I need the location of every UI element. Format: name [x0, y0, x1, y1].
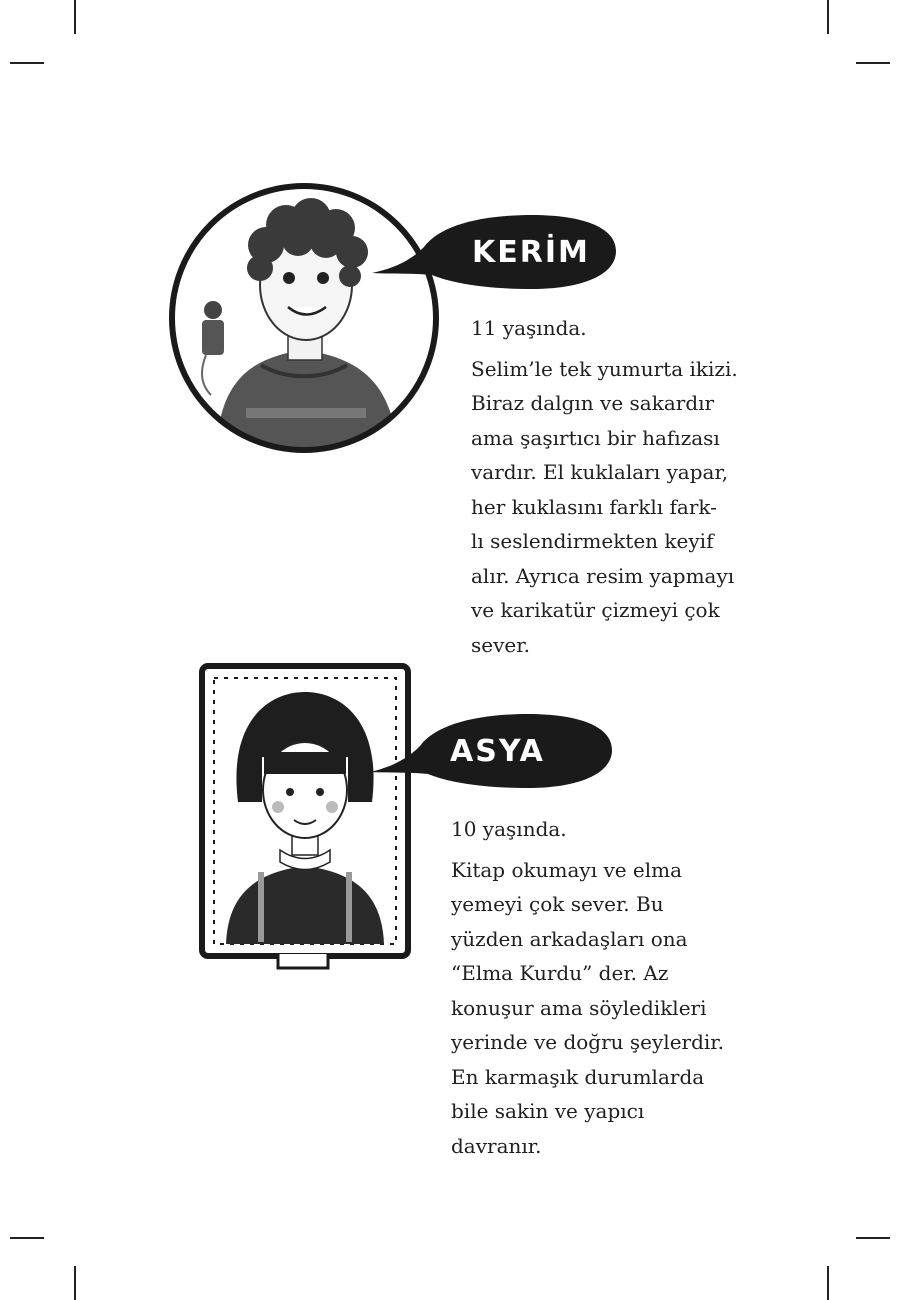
- asya-portrait: [198, 662, 412, 974]
- crop-mark: [827, 1266, 829, 1300]
- kerim-description-line: alır. Ayrıca resim yapmayı: [471, 563, 735, 588]
- kerim-description-line: her kuklasını farklı fark-: [471, 494, 717, 519]
- kerim-description-line: vardır. El kuklaları yapar,: [471, 460, 729, 484]
- kerim-description-line: Biraz dalgın ve sakardır: [471, 391, 715, 415]
- crop-mark: [10, 1237, 44, 1239]
- asya-bio: [451, 812, 724, 1163]
- asya-description-line: yüzden arkadaşları ona: [451, 926, 688, 951]
- asya-description-line: bile sakin ve yapıcı: [451, 1099, 645, 1123]
- crop-mark: [74, 0, 76, 34]
- asya-description-line: davranır.: [451, 1133, 542, 1158]
- asya-description-line: “Elma Kurdu” der. Az: [451, 961, 669, 985]
- asya-description-line: konuşur ama söyledikleri: [451, 995, 707, 1020]
- crop-mark: [827, 0, 829, 34]
- crop-mark: [74, 1266, 76, 1300]
- crop-mark: [856, 62, 890, 64]
- kerim-name: KERİM: [472, 235, 590, 270]
- kerim-bio: [471, 311, 738, 662]
- asya-description-line: yemeyi çok sever. Bu: [451, 892, 664, 916]
- kerim-description-line: Selim’le tek yumurta ikizi.: [471, 356, 738, 381]
- crop-mark: [10, 62, 44, 64]
- kerim-description-line: sever.: [471, 632, 530, 657]
- crop-mark: [856, 1237, 890, 1239]
- asya-description-line: yerinde ve doğru şeylerdir.: [451, 1030, 725, 1054]
- kerim-description-line: ve karikatür çizmeyi çok: [471, 598, 720, 622]
- asya-age: 10 yaşında.: [451, 817, 567, 841]
- kerim-description-line: ama şaşırtıcı bir hafızası: [471, 425, 720, 450]
- kerim-description-line: lı seslendirmekten keyif: [471, 529, 714, 553]
- kerim-age: 11 yaşında.: [471, 316, 587, 340]
- asya-name: ASYA: [450, 734, 545, 769]
- asya-description-line: Kitap okumayı ve elma: [451, 857, 683, 882]
- asya-description-line: En karmaşık durumlarda: [451, 1064, 705, 1089]
